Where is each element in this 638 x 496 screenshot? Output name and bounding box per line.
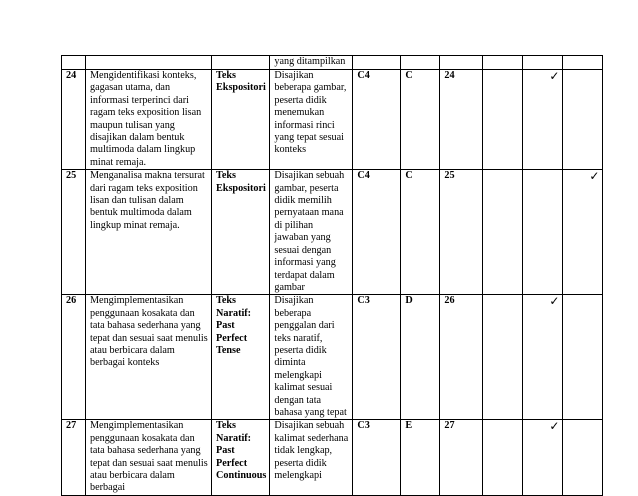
indikator-cell: Mengimplementasikan penggunaan kosakata dan tata bahasa sederhana yang tepat dan sesuai saat menulis atau berbicara dalam berbagai <box>86 420 212 495</box>
checkmark-icon: ✓ <box>549 69 560 83</box>
indikator-cell: Mengimplementasikan penggunaan kosakata dan tata bahasa sederhana yang tepat dan sesuai saat menulis atau berbicara dalam berbagai konteks <box>86 295 212 420</box>
level-cell: C4 <box>353 70 401 170</box>
level-cell: C4 <box>353 170 401 295</box>
tujuan-cell: Disajikan sebuah gambar, peserta didik memilih pernyataan mana di pilihan jawaban yang sesuai dengan informasi yang terdapat dalam gambar <box>270 170 353 295</box>
tujuan-cell: Disajikan beberapa penggalan dari teks naratif, peserta didik diminta melengkapi kalimat sesuai dengan tata bahasa yang tepat <box>270 295 353 420</box>
kisi-kisi-table <box>61 55 603 496</box>
materi-cell: Teks Ekspositori <box>212 70 270 170</box>
table-row <box>62 295 603 420</box>
table-row <box>62 420 603 495</box>
level-cell: C3 <box>353 295 401 420</box>
materi-cell: Teks Ekspositori <box>212 170 270 295</box>
row-number: 26 <box>62 295 86 420</box>
level-cell: C3 <box>353 420 401 495</box>
checkmark-icon: ✓ <box>589 169 600 184</box>
indikator-cell: Mengidentifikasi konteks, gagasan utama, dan informasi terperinci dari ragam teks exposition lisan maupun tulisan yang disajikan dalam bentuk multimoda dalam lingkup minat remaja. <box>86 70 212 170</box>
tujuan-cell: yang ditampilkan <box>270 56 353 70</box>
tujuan-cell: Disajikan beberapa gambar, peserta didik menemukan informasi rinci yang tepat sesuai konteks <box>270 70 353 170</box>
materi-cell: Teks Naratif: Past Perfect Tense <box>212 295 270 420</box>
kunci-cell: C <box>401 70 440 170</box>
tujuan-cell: Disajikan sebuah kalimat sederhana tidak lengkap, peserta didik melengkapi <box>270 420 353 495</box>
row-number: 27 <box>62 420 86 495</box>
nomor-soal-cell: 25 <box>440 170 483 295</box>
row-number: 24 <box>62 70 86 170</box>
nomor-soal-cell: 26 <box>440 295 483 420</box>
kunci-cell: C <box>401 170 440 295</box>
indikator-cell: Menganalisa makna tersurat dari ragam teks exposition lisan dan tulisan dalam bentuk multimoda dalam lingkup minat remaja. <box>86 170 212 295</box>
row-number: 25 <box>62 170 86 295</box>
nomor-soal-cell: 27 <box>440 420 483 495</box>
kunci-cell: D <box>401 295 440 420</box>
table-row <box>62 170 603 295</box>
checkmark-icon: ✓ <box>549 294 560 309</box>
kunci-cell: E <box>401 420 440 495</box>
checkmark-icon: ✓ <box>549 419 560 434</box>
materi-cell: Teks Naratif: Past Perfect Continuous <box>212 420 270 495</box>
nomor-soal-cell: 24 <box>440 70 483 170</box>
table-row <box>62 56 603 70</box>
table-row <box>62 70 603 170</box>
